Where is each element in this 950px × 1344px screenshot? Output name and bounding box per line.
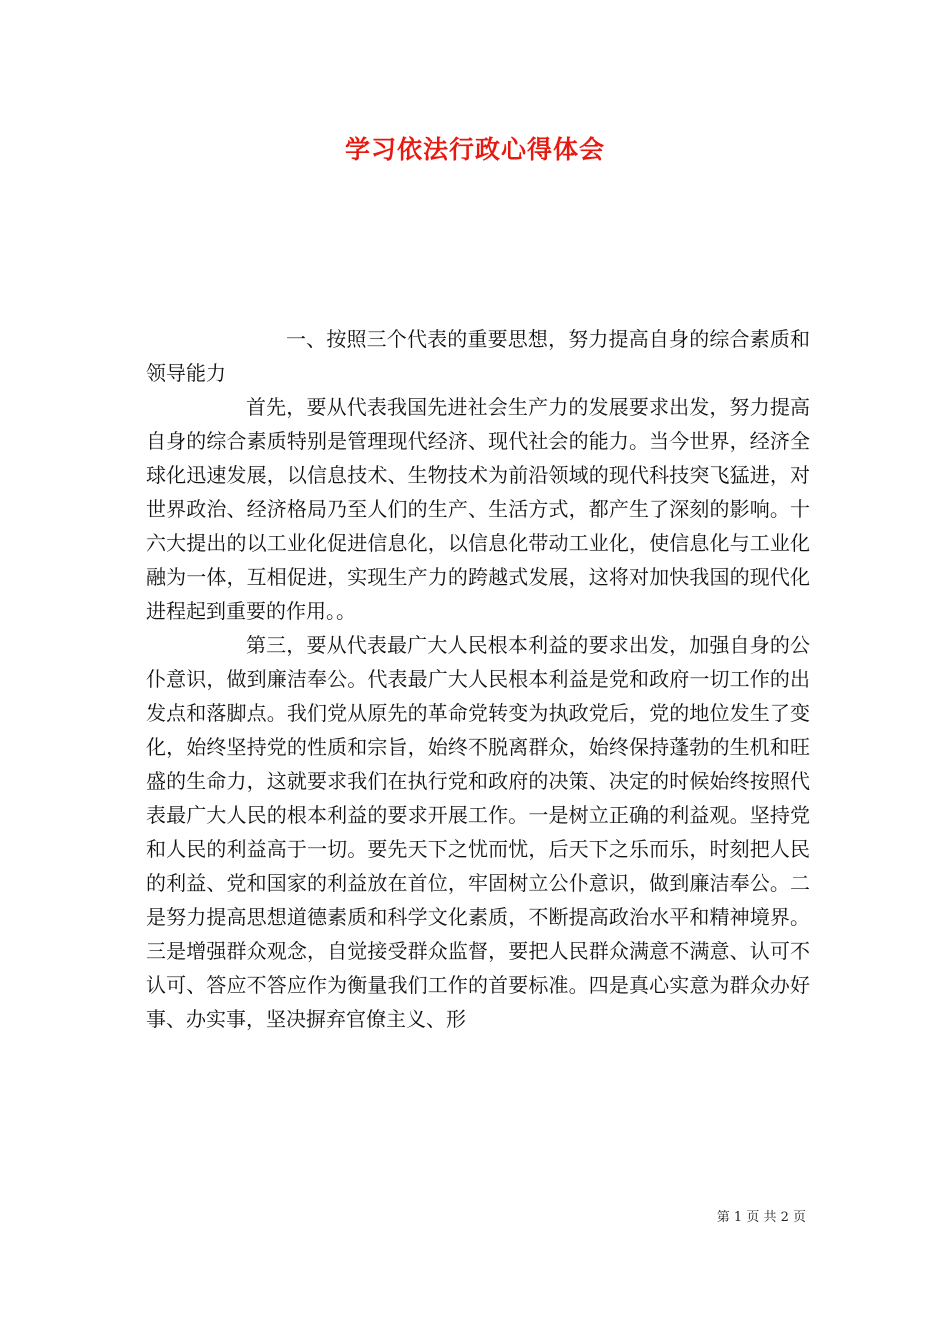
paragraph-first: 首先，要从代表我国先进社会生产力的发展要求出发，努力提高自身的综合素质特别是管理现代经济、现代社会的能力。当今世界，经济全球化迅速发展，以信息技术、生物技术为前沿领域的现代科技突飞猛进，对世界政治、经济格局乃至人们的生产、生活方式，都产生了深刻的影响。十六大提出的以工业化促进信息化，以信息化带动工业化，使信息化与工业化融为一体，互相促进，实现生产力的跨越式发展，这将对加快我国的现代化进程起到重要的作用。。 xyxy=(146,395,810,623)
section-heading: 一、按照三个代表的重要思想，努力提高自身的综合素质和领导能力 xyxy=(146,327,810,385)
document-title: 学习依法行政心得体会 xyxy=(344,135,605,164)
document-body xyxy=(146,322,810,1036)
page-number: 第 1 页 共 2 页 xyxy=(716,1210,806,1225)
paragraph-third: 第三，要从代表最广大人民根本利益的要求出发，加强自身的公仆意识，做到廉洁奉公。代表最广大人民根本利益是党和政府一切工作的出发点和落脚点。我们党从原先的革命党转变为执政党后，党的地位发生了变化，始终坚持党的性质和宗旨，始终不脱离群众，始终保持蓬勃的生机和旺盛的生命力，这就要求我们在执行党和政府的决策、决定的时候始终按照代表最广大人民的根本利益的要求开展工作。一是树立正确的利益观。坚持党和人民的利益高于一切。要先天下之忧而忧，后天下之乐而乐，时刻把人民的利益、党和国家的利益放在首位，牢固树立公仆意识，做到廉洁奉公。二是努力提高思想道德素质和科学文化素质，不断提高政治水平和精神境界。三是增强群众观念，自觉接受群众监督，要把人民群众满意不满意、认可不认可、答应不答应作为衡量我们工作的首要标准。四是真心实意为群众办好事、办实事，坚决摒弃官僚主义、形 xyxy=(146,633,810,1031)
